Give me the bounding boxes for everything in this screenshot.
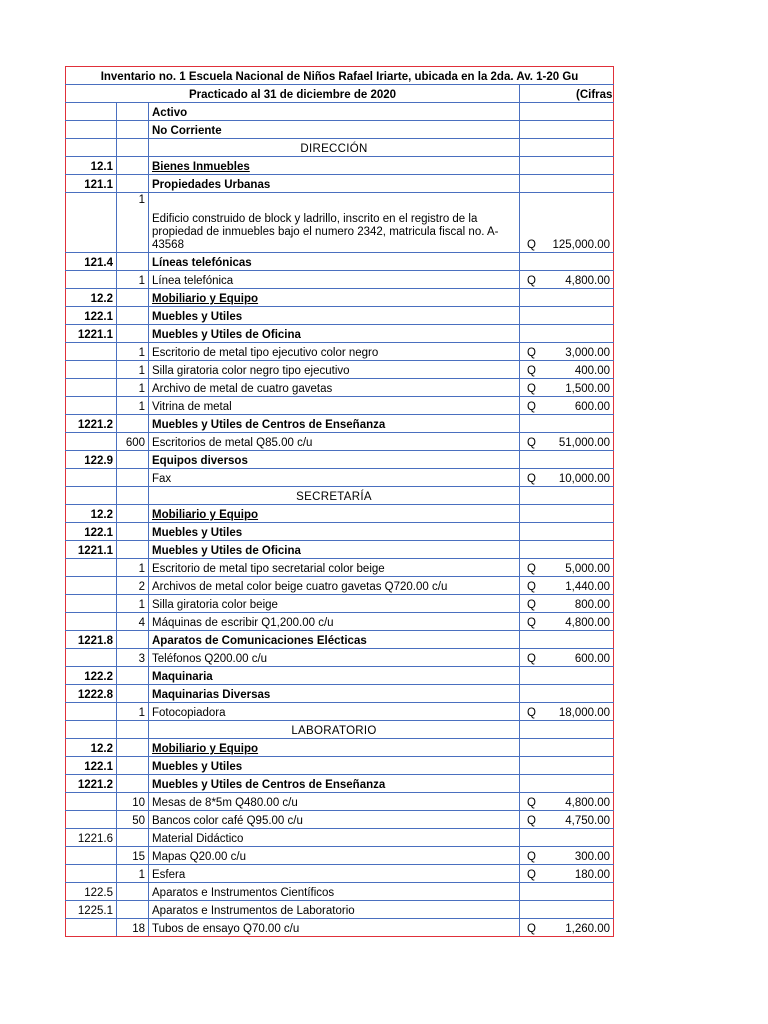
amount-value: 1,260.00 bbox=[565, 923, 610, 935]
description: Archivos de metal color beige cuatro gavetas Q720.00 c/u bbox=[149, 577, 520, 595]
amount-cell bbox=[520, 829, 614, 847]
description: Activo bbox=[149, 103, 520, 121]
account-row bbox=[66, 157, 614, 175]
account-row bbox=[66, 901, 614, 919]
title-row bbox=[66, 67, 614, 85]
account-code bbox=[66, 919, 117, 937]
description: Silla giratoria color negro tipo ejecutivo bbox=[149, 361, 520, 379]
description: Maquinaria bbox=[149, 667, 520, 685]
quantity: 1 bbox=[117, 193, 149, 253]
account-code bbox=[66, 121, 117, 139]
code-cell bbox=[66, 487, 117, 505]
description: Silla giratoria color beige bbox=[149, 595, 520, 613]
section-row bbox=[66, 721, 614, 739]
description: Esfera bbox=[149, 865, 520, 883]
amount-cell bbox=[520, 811, 614, 829]
quantity bbox=[117, 541, 149, 559]
description: Muebles y Utiles de Centros de Enseñanza bbox=[149, 415, 520, 433]
amount-cell bbox=[520, 175, 614, 193]
amount-cell bbox=[520, 559, 614, 577]
amount-cell bbox=[520, 901, 614, 919]
section-title: DIRECCIÓN bbox=[149, 139, 520, 157]
quantity bbox=[117, 325, 149, 343]
amount-cell bbox=[520, 595, 614, 613]
description: Líneas telefónicas bbox=[149, 253, 520, 271]
description: Línea telefónica bbox=[149, 271, 520, 289]
amount-value: 5,000.00 bbox=[565, 563, 610, 575]
currency-symbol: Q bbox=[527, 437, 536, 449]
currency-symbol: Q bbox=[527, 401, 536, 413]
item-row bbox=[66, 613, 614, 631]
quantity: 1 bbox=[117, 271, 149, 289]
amount-cell bbox=[520, 121, 614, 139]
amount-value: 4,800.00 bbox=[565, 797, 610, 809]
quantity: 15 bbox=[117, 847, 149, 865]
amount-cell bbox=[520, 325, 614, 343]
amount-value: 180.00 bbox=[574, 869, 610, 881]
account-row bbox=[66, 631, 614, 649]
amount-value: 1,440.00 bbox=[565, 581, 610, 593]
account-code: 121.4 bbox=[66, 253, 117, 271]
subtitle-row bbox=[66, 85, 614, 103]
description: Muebles y Utiles bbox=[149, 523, 520, 541]
section-title: SECRETARÍA bbox=[149, 487, 520, 505]
amount-cell bbox=[520, 397, 614, 415]
quantity: 50 bbox=[117, 811, 149, 829]
account-code bbox=[66, 793, 117, 811]
amount-cell bbox=[520, 343, 614, 361]
account-code: 1221.1 bbox=[66, 325, 117, 343]
item-row bbox=[66, 559, 614, 577]
account-code bbox=[66, 865, 117, 883]
account-row bbox=[66, 505, 614, 523]
account-code bbox=[66, 595, 117, 613]
description: Muebles y Utiles de Oficina bbox=[149, 325, 520, 343]
quantity: 1 bbox=[117, 703, 149, 721]
amount-cell bbox=[520, 667, 614, 685]
account-code bbox=[66, 397, 117, 415]
amount-value: 1,500.00 bbox=[565, 383, 610, 395]
account-row bbox=[66, 415, 614, 433]
quantity bbox=[117, 631, 149, 649]
underlined-label: Bienes Inmuebles bbox=[152, 161, 250, 173]
item-row bbox=[66, 433, 614, 451]
description: Muebles y Utiles de Centros de Enseñanza bbox=[149, 775, 520, 793]
quantity bbox=[117, 415, 149, 433]
account-row bbox=[66, 829, 614, 847]
account-row bbox=[66, 757, 614, 775]
amount-cell bbox=[520, 193, 614, 253]
description: Tubos de ensayo Q70.00 c/u bbox=[149, 919, 520, 937]
description: Material Didáctico bbox=[149, 829, 520, 847]
account-row bbox=[66, 523, 614, 541]
item-row bbox=[66, 595, 614, 613]
account-code bbox=[66, 613, 117, 631]
account-row bbox=[66, 685, 614, 703]
account-code bbox=[66, 103, 117, 121]
account-code bbox=[66, 811, 117, 829]
quantity: 1 bbox=[117, 343, 149, 361]
underlined-label: Mobiliario y Equipo bbox=[152, 293, 259, 305]
amount-cell bbox=[520, 469, 614, 487]
amount-value: 800.00 bbox=[574, 599, 610, 611]
amount-cell bbox=[520, 739, 614, 757]
account-code: 122.1 bbox=[66, 307, 117, 325]
account-code bbox=[66, 577, 117, 595]
amount-cell bbox=[520, 793, 614, 811]
amount-value: 400.00 bbox=[574, 365, 610, 377]
amount-cell bbox=[520, 361, 614, 379]
item-row bbox=[66, 865, 614, 883]
currency-symbol: Q bbox=[527, 923, 536, 935]
description: Aparatos e Instrumentos Científicos bbox=[149, 883, 520, 901]
currency-symbol: Q bbox=[527, 239, 536, 251]
amount-cell bbox=[520, 721, 614, 739]
account-code: 122.1 bbox=[66, 757, 117, 775]
amount-cell bbox=[520, 433, 614, 451]
description bbox=[149, 289, 520, 307]
quantity bbox=[117, 829, 149, 847]
account-code: 122.9 bbox=[66, 451, 117, 469]
quantity: 1 bbox=[117, 559, 149, 577]
description: Vitrina de metal bbox=[149, 397, 520, 415]
amount-value: 3,000.00 bbox=[565, 347, 610, 359]
description: Máquinas de escribir Q1,200.00 c/u bbox=[149, 613, 520, 631]
qty-cell bbox=[117, 139, 149, 157]
amount-cell bbox=[520, 139, 614, 157]
quantity bbox=[117, 505, 149, 523]
description: Equipos diversos bbox=[149, 451, 520, 469]
quantity: 1 bbox=[117, 361, 149, 379]
amount-value: 600.00 bbox=[574, 401, 610, 413]
account-code: 122.2 bbox=[66, 667, 117, 685]
description: Escritorio de metal tipo ejecutivo color negro bbox=[149, 343, 520, 361]
item-row bbox=[66, 919, 614, 937]
account-row bbox=[66, 325, 614, 343]
account-code: 12.2 bbox=[66, 505, 117, 523]
account-code: 12.1 bbox=[66, 157, 117, 175]
quantity bbox=[117, 469, 149, 487]
item-row bbox=[66, 811, 614, 829]
account-code: 1221.6 bbox=[66, 829, 117, 847]
account-row bbox=[66, 103, 614, 121]
quantity bbox=[117, 775, 149, 793]
amount-cell bbox=[520, 379, 614, 397]
currency-symbol: Q bbox=[527, 473, 536, 485]
amount-cell bbox=[520, 631, 614, 649]
currency-symbol: Q bbox=[527, 383, 536, 395]
inventory-sheet bbox=[65, 66, 614, 937]
amount-cell bbox=[520, 415, 614, 433]
description: Escritorios de metal Q85.00 c/u bbox=[149, 433, 520, 451]
section-row bbox=[66, 139, 614, 157]
currency-symbol: Q bbox=[527, 869, 536, 881]
description bbox=[149, 505, 520, 523]
description: Fax bbox=[149, 469, 520, 487]
amount-value: 300.00 bbox=[574, 851, 610, 863]
quantity: 3 bbox=[117, 649, 149, 667]
sheet-subtitle: Practicado al 31 de diciembre de 2020 bbox=[66, 85, 520, 103]
account-code: 1221.2 bbox=[66, 775, 117, 793]
description bbox=[149, 157, 520, 175]
sheet-title: Inventario no. 1 Escuela Nacional de Niños Rafael Iriarte, ubicada en la 2da. Av. 1-20 Gu bbox=[66, 67, 614, 85]
account-code: 122.5 bbox=[66, 883, 117, 901]
quantity bbox=[117, 307, 149, 325]
account-row bbox=[66, 451, 614, 469]
account-code: 12.2 bbox=[66, 289, 117, 307]
quantity: 2 bbox=[117, 577, 149, 595]
currency-symbol: Q bbox=[527, 347, 536, 359]
amount-cell bbox=[520, 865, 614, 883]
amount-value: 4,800.00 bbox=[565, 617, 610, 629]
amount-cell bbox=[520, 253, 614, 271]
item-row bbox=[66, 703, 614, 721]
account-code bbox=[66, 469, 117, 487]
amount-cell bbox=[520, 487, 614, 505]
account-code bbox=[66, 193, 117, 253]
amount-value: 4,800.00 bbox=[565, 275, 610, 287]
currency-symbol: Q bbox=[527, 581, 536, 593]
currency-symbol: Q bbox=[527, 617, 536, 629]
quantity: 4 bbox=[117, 613, 149, 631]
account-code: 1221.2 bbox=[66, 415, 117, 433]
description: Muebles y Utiles bbox=[149, 757, 520, 775]
quantity: 1 bbox=[117, 595, 149, 613]
item-row bbox=[66, 343, 614, 361]
section-title: LABORATORIO bbox=[149, 721, 520, 739]
account-code bbox=[66, 703, 117, 721]
description: Archivo de metal de cuatro gavetas bbox=[149, 379, 520, 397]
quantity bbox=[117, 739, 149, 757]
amount-cell bbox=[520, 883, 614, 901]
code-cell bbox=[66, 139, 117, 157]
amount-cell bbox=[520, 451, 614, 469]
section-row bbox=[66, 487, 614, 505]
amount-value: 18,000.00 bbox=[558, 707, 610, 719]
quantity bbox=[117, 157, 149, 175]
amount-cell bbox=[520, 103, 614, 121]
amount-cell bbox=[520, 157, 614, 175]
account-code: 122.1 bbox=[66, 523, 117, 541]
account-row bbox=[66, 775, 614, 793]
account-code: 1221.8 bbox=[66, 631, 117, 649]
account-code bbox=[66, 649, 117, 667]
account-row bbox=[66, 289, 614, 307]
currency-symbol: Q bbox=[527, 653, 536, 665]
quantity bbox=[117, 175, 149, 193]
account-code bbox=[66, 379, 117, 397]
amount-cell bbox=[520, 703, 614, 721]
currency-symbol: Q bbox=[527, 707, 536, 719]
quantity bbox=[117, 685, 149, 703]
item-row bbox=[66, 793, 614, 811]
account-row bbox=[66, 667, 614, 685]
description: Escritorio de metal tipo secretarial color beige bbox=[149, 559, 520, 577]
quantity: 1 bbox=[117, 397, 149, 415]
account-row bbox=[66, 253, 614, 271]
amount-value: 600.00 bbox=[574, 653, 610, 665]
currency-symbol: Q bbox=[527, 563, 536, 575]
account-code bbox=[66, 559, 117, 577]
quantity bbox=[117, 451, 149, 469]
amount-cell bbox=[520, 289, 614, 307]
quantity: 1 bbox=[117, 379, 149, 397]
underlined-label: Mobiliario y Equipo bbox=[152, 743, 259, 755]
account-row bbox=[66, 883, 614, 901]
account-code: 121.1 bbox=[66, 175, 117, 193]
code-cell bbox=[66, 721, 117, 739]
quantity bbox=[117, 757, 149, 775]
item-row bbox=[66, 847, 614, 865]
amount-cell bbox=[520, 847, 614, 865]
description: Maquinarias Diversas bbox=[149, 685, 520, 703]
description: No Corriente bbox=[149, 121, 520, 139]
item-row bbox=[66, 577, 614, 595]
amount-cell bbox=[520, 649, 614, 667]
account-row bbox=[66, 307, 614, 325]
account-row bbox=[66, 121, 614, 139]
quantity bbox=[117, 289, 149, 307]
item-row bbox=[66, 379, 614, 397]
description: Bancos color café Q95.00 c/u bbox=[149, 811, 520, 829]
quantity bbox=[117, 883, 149, 901]
item-row bbox=[66, 649, 614, 667]
amount-cell bbox=[520, 613, 614, 631]
description: Fotocopiadora bbox=[149, 703, 520, 721]
cifras-label: (Cifras bbox=[520, 85, 614, 103]
account-code: 1222.8 bbox=[66, 685, 117, 703]
quantity bbox=[117, 523, 149, 541]
amount-value: 4,750.00 bbox=[565, 815, 610, 827]
amount-cell bbox=[520, 307, 614, 325]
item-row bbox=[66, 469, 614, 487]
description: Muebles y Utiles de Oficina bbox=[149, 541, 520, 559]
currency-symbol: Q bbox=[527, 599, 536, 611]
quantity: 1 bbox=[117, 865, 149, 883]
item-row bbox=[66, 361, 614, 379]
amount-cell bbox=[520, 541, 614, 559]
description: Aparatos de Comunicaciones Elécticas bbox=[149, 631, 520, 649]
currency-symbol: Q bbox=[527, 815, 536, 827]
description: Teléfonos Q200.00 c/u bbox=[149, 649, 520, 667]
account-code bbox=[66, 847, 117, 865]
amount-cell bbox=[520, 505, 614, 523]
quantity bbox=[117, 253, 149, 271]
description: Muebles y Utiles bbox=[149, 307, 520, 325]
item-row bbox=[66, 193, 614, 253]
account-code bbox=[66, 343, 117, 361]
quantity: 10 bbox=[117, 793, 149, 811]
amount-cell bbox=[520, 271, 614, 289]
underlined-label: Mobiliario y Equipo bbox=[152, 509, 259, 521]
currency-symbol: Q bbox=[527, 365, 536, 377]
qty-cell bbox=[117, 721, 149, 739]
amount-cell bbox=[520, 919, 614, 937]
quantity: 600 bbox=[117, 433, 149, 451]
item-row bbox=[66, 271, 614, 289]
currency-symbol: Q bbox=[527, 275, 536, 287]
description: Mapas Q20.00 c/u bbox=[149, 847, 520, 865]
amount-cell bbox=[520, 757, 614, 775]
description: Edificio construido de block y ladrillo, inscrito en el registro de la propiedad de inmuebles bajo el numero 2342, matricula fiscal no. A-43568 bbox=[149, 193, 520, 253]
account-code: 1221.1 bbox=[66, 541, 117, 559]
account-code bbox=[66, 433, 117, 451]
amount-value: 125,000.00 bbox=[552, 239, 610, 251]
currency-symbol: Q bbox=[527, 797, 536, 809]
quantity: 18 bbox=[117, 919, 149, 937]
amount-cell bbox=[520, 685, 614, 703]
item-row bbox=[66, 397, 614, 415]
amount-value: 10,000.00 bbox=[558, 473, 610, 485]
account-code bbox=[66, 361, 117, 379]
quantity bbox=[117, 121, 149, 139]
description: Aparatos e Instrumentos de Laboratorio bbox=[149, 901, 520, 919]
description: Propiedades Urbanas bbox=[149, 175, 520, 193]
quantity bbox=[117, 667, 149, 685]
qty-cell bbox=[117, 487, 149, 505]
account-row bbox=[66, 175, 614, 193]
description bbox=[149, 739, 520, 757]
account-row bbox=[66, 541, 614, 559]
amount-cell bbox=[520, 775, 614, 793]
quantity bbox=[117, 901, 149, 919]
amount-cell bbox=[520, 577, 614, 595]
account-code bbox=[66, 271, 117, 289]
amount-cell bbox=[520, 523, 614, 541]
currency-symbol: Q bbox=[527, 851, 536, 863]
account-code: 12.2 bbox=[66, 739, 117, 757]
account-code: 1225.1 bbox=[66, 901, 117, 919]
amount-value: 51,000.00 bbox=[558, 437, 610, 449]
account-row bbox=[66, 739, 614, 757]
description: Mesas de 8*5m Q480.00 c/u bbox=[149, 793, 520, 811]
quantity bbox=[117, 103, 149, 121]
